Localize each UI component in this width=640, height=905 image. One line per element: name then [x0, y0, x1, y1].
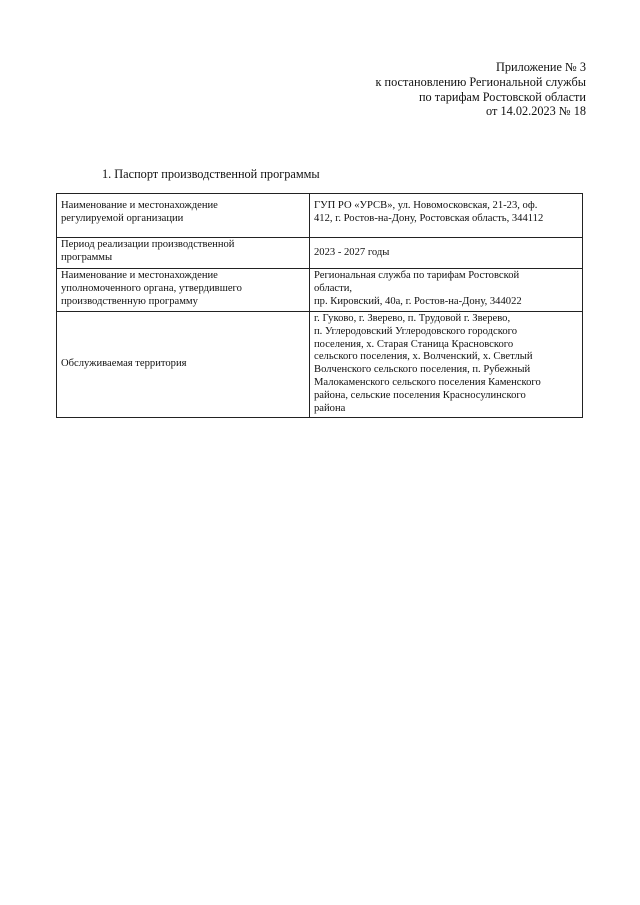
cell-text: уполномоченного органа, утвердившего [61, 282, 242, 294]
cell-text: 2023 - 2027 годы [314, 246, 390, 258]
table-row [57, 312, 583, 418]
section-title: 1. Паспорт производственной программы [102, 167, 320, 181]
cell-text: района [314, 402, 346, 414]
cell-text: Обслуживаемая территория [61, 358, 187, 370]
cell-text: Региональная служба по тарифам Ростовской [314, 270, 520, 281]
row-value [310, 194, 583, 238]
passport-table [56, 193, 583, 418]
cell-text: области, [314, 282, 353, 294]
appendix-header [375, 60, 586, 119]
cell-text: программы [61, 251, 113, 263]
row-label [57, 194, 310, 238]
table-row [57, 194, 583, 238]
cell-text: ГУП РО «УРСВ», ул. Новомосковская, 21-23, оф. [314, 200, 538, 211]
cell-text: производственную программу [61, 295, 198, 307]
cell-text: района, сельские поселения Красносулинского [314, 389, 526, 401]
row-value [310, 312, 583, 418]
row-label [57, 238, 310, 269]
cell-text: пр. Кировский, 40а, г. Ростов-на-Дону, 344022 [314, 295, 522, 307]
cell-text: сельского поселения, х. Волченский, х. Светлый [314, 351, 533, 363]
cell-text: Волченского сельского поселения, п. Рубежный [314, 364, 531, 376]
row-value [310, 238, 583, 269]
cell-text: г. Гуково, г. Зверево, п. Трудовой г. Зверево, [314, 313, 511, 324]
cell-text: 412, г. Ростов-на-Дону, Ростовская область, 344112 [314, 212, 544, 224]
cell-text: Малокаменского сельского поселения Каменского [314, 376, 541, 388]
table-row [57, 238, 583, 269]
cell-text: Наименование и местонахождение [61, 270, 218, 281]
cell-text: Период реализации производственной [61, 239, 235, 250]
cell-text: п. Углеродовский Углеродовского городского [314, 325, 518, 337]
appendix-date: от 14.02.2023 № 18 [486, 104, 586, 119]
appendix-authority: по тарифам Ростовской области [418, 89, 586, 104]
cell-text: поселения, х. Старая Станица Красновского [314, 338, 514, 350]
cell-text: Наименование и местонахождение [61, 200, 218, 211]
row-value [310, 269, 583, 312]
cell-text: регулируемой организации [61, 212, 184, 224]
appendix-number: Приложение № 3 [495, 60, 586, 74]
row-label [57, 312, 310, 418]
row-label [57, 269, 310, 312]
appendix-resolution-ref: к постановлению Региональной службы [375, 74, 586, 89]
table-row [57, 269, 583, 312]
